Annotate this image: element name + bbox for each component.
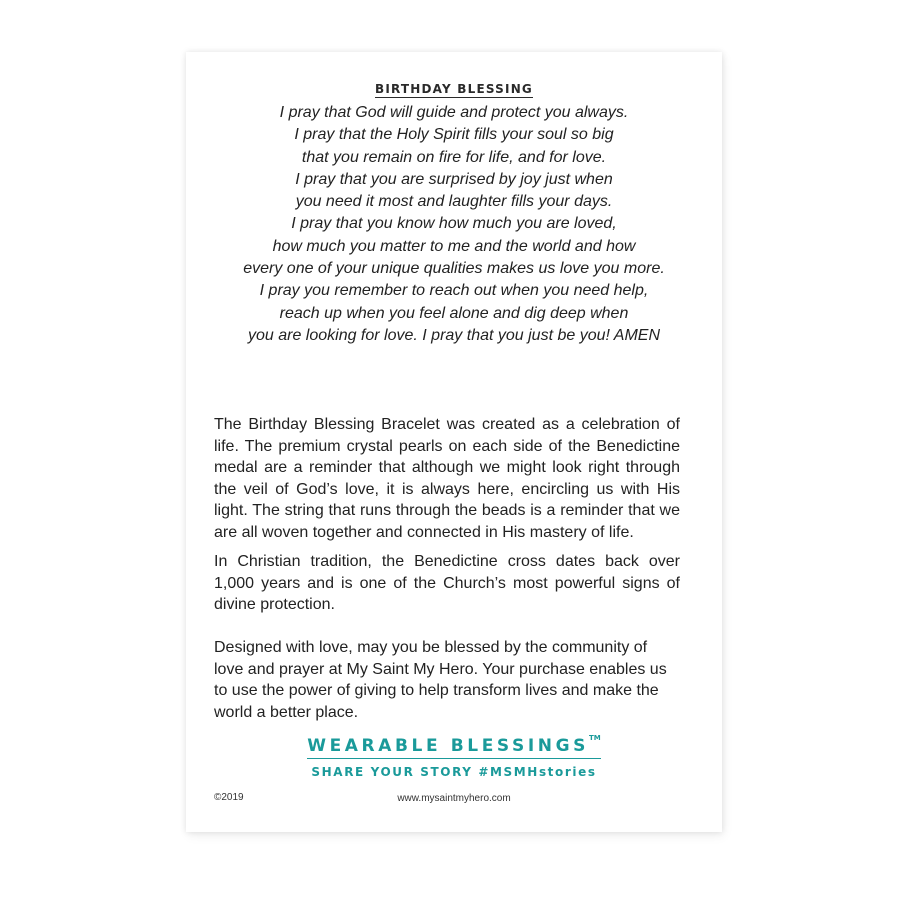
- benedictine-tradition: In Christian tradition, the Benedictine cross dates back over 1,000 years and is one of the Church’s most powerful signs of divine protection.: [214, 553, 680, 613]
- trademark-mark: TM: [589, 734, 601, 742]
- prayer-line: I pray you remember to reach out when you need help,: [259, 282, 649, 300]
- prayer-line: I pray that you know how much you are loved,: [291, 215, 617, 233]
- copyright-notice: ©2019: [214, 792, 244, 803]
- brand-name: WEARABLE BLESSINGS: [307, 736, 590, 756]
- blessing-card: [186, 52, 722, 832]
- prayer-line: I pray that God will guide and protect you always.: [279, 104, 629, 121]
- prayer-line: you need it most and laughter fills your days.: [295, 193, 613, 211]
- prayer-line: I pray that the Holy Spirit fills your soul so big: [294, 126, 614, 144]
- bracelet-description: The Birthday Blessing Bracelet was created as a celebration of life. The premium crystal pearls on each side of the Benedictine medal are a reminder that although we might look right through the veil of God’s love, it is always here, encircling us with His light. The string that runs through the beads is a reminder that we are all woven together and connected in His mastery of life.: [214, 416, 680, 541]
- brand-title: [307, 736, 601, 759]
- prayer-line: reach up when you feel alone and dig deep when: [279, 304, 629, 322]
- website-url: www.mysaintmyhero.com: [397, 793, 511, 804]
- blessing-title-wrap: [186, 80, 722, 98]
- prayer-line: you are looking for love. I pray that you just be you! AMEN: [247, 326, 661, 344]
- prayer-text: [186, 102, 722, 347]
- prayer-line: every one of your unique qualities makes us love you more.: [243, 260, 665, 278]
- prayer-line: I pray that you are surprised by joy just when: [295, 170, 613, 188]
- brand-tagline: SHARE YOUR STORY #MSMHstories: [311, 765, 597, 779]
- prayer-line: how much you matter to me and the world and how: [272, 237, 636, 255]
- prayer-line: that you remain on fire for life, and for love.: [301, 148, 607, 166]
- brand-block: [186, 736, 722, 779]
- blessing-title: BIRTHDAY BLESSING: [374, 82, 533, 96]
- community-message: Designed with love, may you be blessed by the community of love and prayer at My Saint My Hero. Your purchase enables us to use the power of giving to help transform lives and make the world a better place.: [214, 639, 667, 721]
